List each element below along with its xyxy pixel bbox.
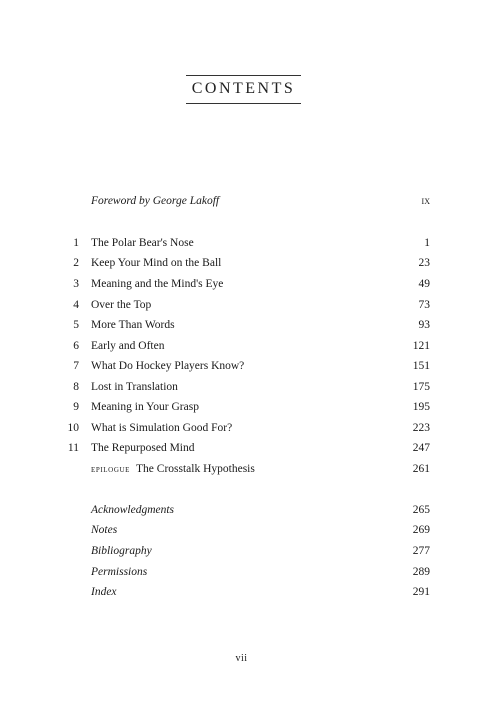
toc-page-number: 93	[418, 319, 430, 331]
back-matter-label: Notes	[91, 524, 118, 536]
chapter-title: More Than Words	[91, 319, 175, 331]
toc-back-matter[interactable]	[60, 522, 430, 538]
contents-heading-block	[186, 75, 301, 104]
epilogue-entry	[91, 461, 255, 478]
toc-page-number: 175	[412, 381, 430, 393]
page-folio: vii	[235, 653, 248, 664]
chapter-title: The Repurposed Mind	[91, 442, 195, 454]
epilogue-title: The Crosstalk Hypothesis	[136, 463, 255, 475]
page-title: CONTENTS	[191, 80, 296, 97]
toc-page-number: 49	[418, 278, 430, 290]
chapter-title: Meaning in Your Grasp	[91, 401, 199, 413]
toc-chapter[interactable]	[60, 338, 430, 354]
chapter-number: 6	[73, 340, 79, 352]
toc-back-matter[interactable]	[60, 502, 430, 518]
chapter-title: Keep Your Mind on the Ball	[91, 257, 222, 269]
toc-chapter[interactable]	[60, 399, 430, 415]
toc-page-number: 23	[418, 257, 430, 269]
chapter-number: 9	[73, 401, 79, 413]
chapter-number: 4	[73, 299, 79, 311]
toc-page-number: 73	[418, 299, 430, 311]
toc-page-number: ix	[421, 195, 430, 207]
toc-page-number: 223	[412, 422, 430, 434]
toc-chapter[interactable]	[60, 358, 430, 374]
chapter-number: 2	[73, 257, 79, 269]
toc-chapter[interactable]	[60, 440, 430, 456]
chapter-title: What is Simulation Good For?	[91, 422, 233, 434]
toc-back-matter[interactable]	[60, 584, 430, 600]
chapter-title: Early and Often	[91, 340, 165, 352]
chapter-number: 5	[73, 319, 79, 331]
chapter-number: 3	[73, 278, 79, 290]
toc-chapter[interactable]	[60, 420, 430, 436]
toc-page-number: 195	[412, 401, 430, 413]
toc-chapter[interactable]	[60, 235, 430, 251]
toc-chapter[interactable]	[60, 276, 430, 292]
back-matter-label: Bibliography	[91, 545, 152, 557]
toc-back-matter[interactable]	[60, 564, 430, 580]
toc-page-number: 151	[412, 360, 430, 372]
chapter-number: 10	[67, 422, 79, 434]
chapter-number: 7	[73, 360, 79, 372]
toc-chapter[interactable]	[60, 297, 430, 313]
toc-page-number: 247	[412, 442, 430, 454]
toc-chapter[interactable]	[60, 317, 430, 333]
back-matter-label: Acknowledgments	[91, 504, 175, 516]
chapter-title: The Polar Bear's Nose	[91, 237, 194, 249]
epilogue-prefix: epilogue	[91, 465, 131, 475]
heading-rule-bottom	[186, 103, 301, 104]
chapter-number: 11	[67, 442, 79, 454]
toc-page-number: 265	[412, 504, 430, 516]
toc-page-number: 291	[412, 586, 430, 598]
toc-chapter[interactable]	[60, 255, 430, 271]
chapter-number: 8	[73, 381, 79, 393]
toc-chapter[interactable]	[60, 379, 430, 395]
toc-page-number: 261	[412, 463, 430, 475]
toc-epilogue[interactable]	[60, 461, 430, 477]
toc-page-number: 1	[424, 237, 430, 249]
toc-page-number: 269	[412, 524, 430, 536]
toc-page-number: 121	[412, 340, 430, 352]
toc-label: Foreword by George Lakoff	[91, 195, 220, 207]
toc-foreword[interactable]	[60, 193, 430, 209]
toc-page-number: 289	[412, 566, 430, 578]
chapter-title: Meaning and the Mind's Eye	[91, 278, 224, 290]
chapter-number: 1	[73, 237, 79, 249]
chapter-title: What Do Hockey Players Know?	[91, 360, 245, 372]
toc-back-matter[interactable]	[60, 543, 430, 559]
back-matter-label: Index	[91, 586, 117, 598]
toc-page-number: 277	[412, 545, 430, 557]
back-matter-label: Permissions	[91, 566, 148, 578]
chapter-title: Lost in Translation	[91, 381, 178, 393]
chapter-title: Over the Top	[91, 299, 152, 311]
